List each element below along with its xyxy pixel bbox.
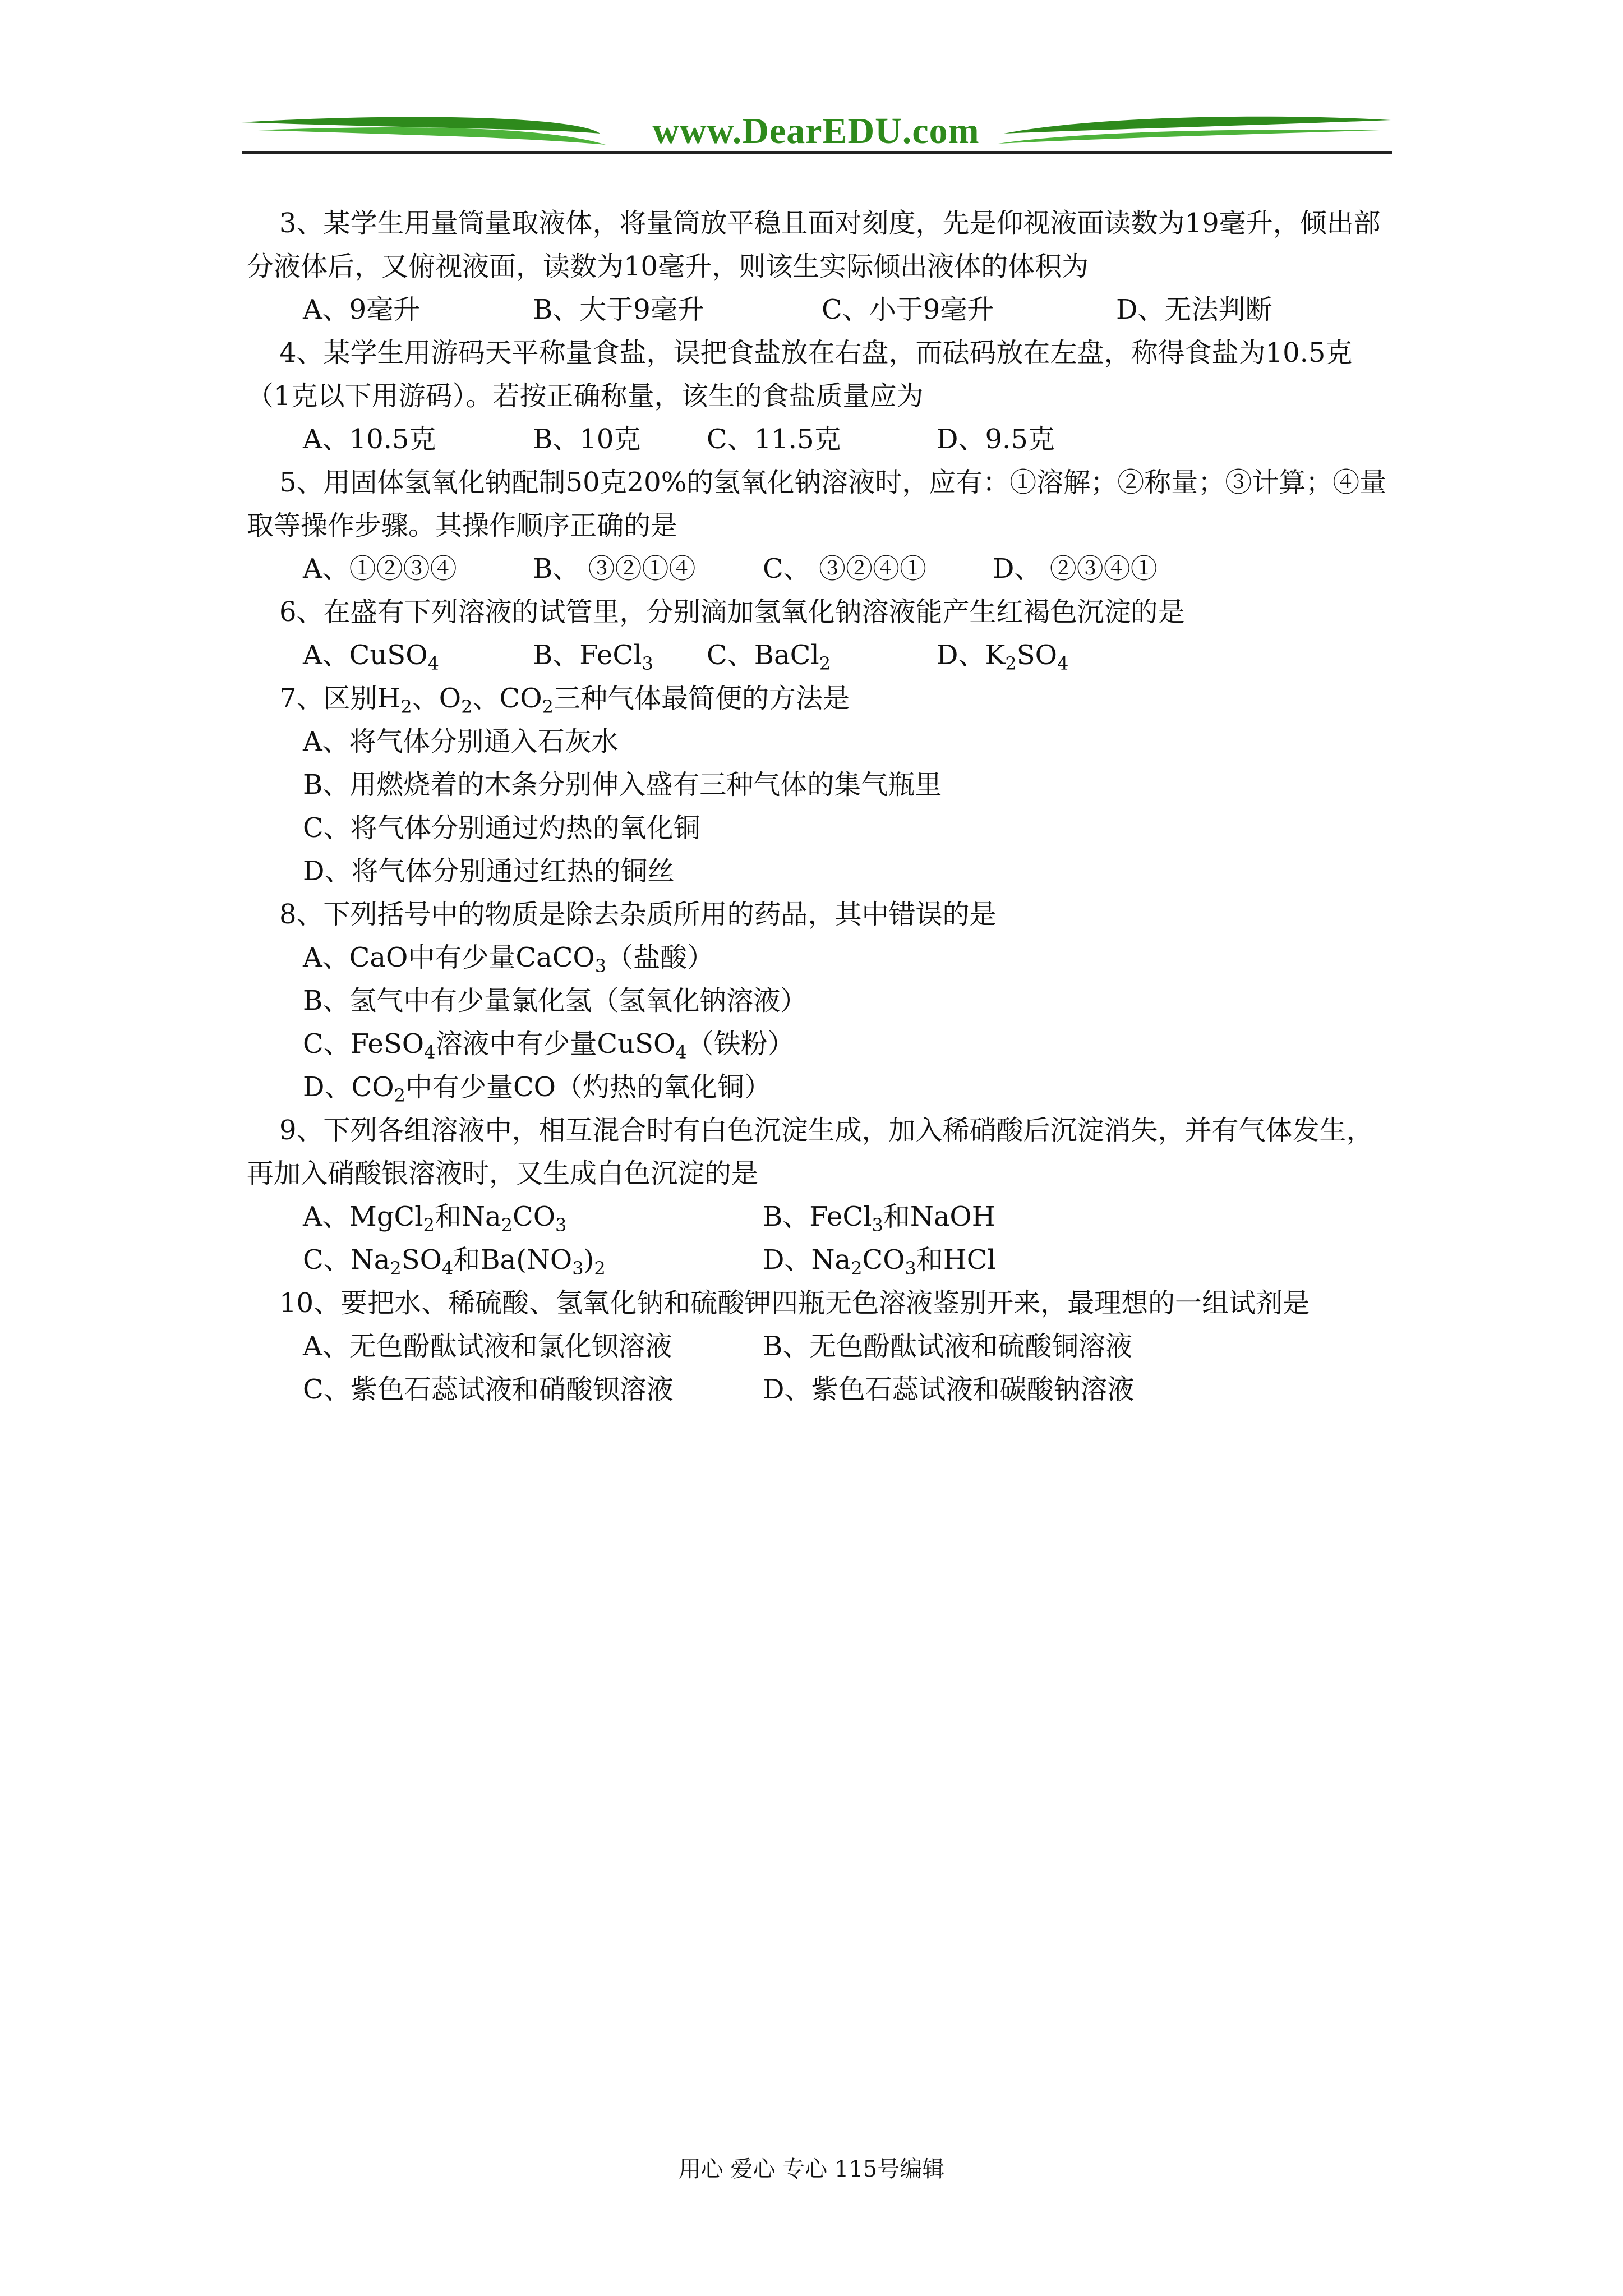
question-8 <box>247 893 1391 1109</box>
option-row <box>247 1239 1391 1282</box>
option-row <box>247 1195 1391 1239</box>
option-b: B、大于9毫升 <box>533 294 704 325</box>
option-d: D、9.5克 <box>937 424 1055 455</box>
question-6 <box>247 591 1391 677</box>
option-a: A、将气体分别通入石灰水 <box>303 726 619 757</box>
question-stem: 6、在盛有下列溶液的试管里，分别滴加氢氧化钠溶液能产生红褐色沉淀的是 <box>279 596 1185 628</box>
option-b: B、FeCl$_3$ <box>533 639 653 674</box>
question-9 <box>247 1109 1391 1282</box>
option-c: C、 ③②④① <box>763 553 926 585</box>
option-c: C、11.5克 <box>707 424 841 455</box>
question-stem: 7、区别$H_2$、$O_2$、$CO_2$三种气体最简便的方法是 <box>279 683 850 717</box>
question-stem: 5、用固体氢氧化钠配制50克20%的氢氧化钠溶液时，应有：①溶解；②称量；③计算；④量取等操作步骤。其操作顺序正确的是 <box>247 467 1387 541</box>
option-row <box>247 1368 1391 1411</box>
option-a: A、9毫升 <box>303 294 421 325</box>
site-logo-text[interactable]: www.DearEDU.com <box>652 111 980 151</box>
option-c: C、$Na_2SO_4$和$Ba(NO_3)_2$ <box>303 1244 606 1279</box>
question-7 <box>247 677 1391 893</box>
option-d: D、$K_2SO_4$ <box>937 639 1069 674</box>
option-row <box>247 418 1391 461</box>
option-b: B、无色酚酞试液和硫酸铜溶液 <box>763 1331 1133 1362</box>
option-a: A、无色酚酞试液和氯化钡溶液 <box>303 1331 672 1362</box>
question-4 <box>247 332 1391 461</box>
option-c: C、小于9毫升 <box>822 294 994 325</box>
question-stem: 10、要把水、稀硫酸、氢氧化钠和硫酸钾四瓶无色溶液鉴别开来，最理想的一组试剂是 <box>279 1287 1310 1319</box>
option-d: D、无法判断 <box>1116 294 1272 325</box>
option-d: D、$Na_2CO_3$和HCl <box>763 1244 996 1279</box>
option-d: D、紫色石蕊试液和碳酸钠溶液 <box>763 1374 1135 1405</box>
option-b: B、10克 <box>533 424 641 455</box>
option-b: B、FeCl$_3$和NaOH <box>763 1201 995 1236</box>
option-row <box>247 288 1391 332</box>
option-a: A、CaO中有少量CaCO$_3$（盐酸） <box>303 942 714 977</box>
question-stem: 4、某学生用游码天平称量食盐，误把食盐放在右盘，而砝码放在左盘，称得食盐为10.5克（1克以下用游码）。若按正确称量，该生的食盐质量应为 <box>247 337 1353 412</box>
header-rule <box>242 151 1392 154</box>
option-d: D、 ②③④① <box>993 553 1158 585</box>
question-5 <box>247 461 1391 591</box>
option-d: D、$CO_2$中有少量CO（灼热的氧化铜） <box>303 1071 772 1106</box>
option-d: D、将气体分别通过红热的铜丝 <box>303 855 675 887</box>
question-stem: 3、某学生用量筒量取液体，将量筒放平稳且面对刻度，先是仰视液面读数为19毫升，倾出部分液体后，又俯视液面，读数为10毫升，则该生实际倾出液体的体积为 <box>247 208 1381 282</box>
option-a: A、10.5克 <box>303 424 436 455</box>
option-row <box>247 634 1391 677</box>
question-stem: 9、下列各组溶液中，相互混合时有白色沉淀生成，加入稀硝酸后沉淀消失，并有气体发生，再加入硝酸银溶液时，又生成白色沉淀的是 <box>247 1115 1373 1189</box>
option-c: C、紫色石蕊试液和硝酸钡溶液 <box>303 1374 674 1405</box>
option-c: C、FeSO$_4$溶液中有少量CuSO$_4$（铁粉） <box>303 1028 795 1063</box>
option-b: B、用燃烧着的木条分别伸入盛有三种气体的集气瓶里 <box>303 769 942 800</box>
option-b: B、 ③②①④ <box>533 553 696 585</box>
question-10 <box>247 1282 1391 1411</box>
question-list <box>247 202 1391 1411</box>
question-stem: 8、下列括号中的物质是除去杂质所用的药品，其中错误的是 <box>279 899 997 930</box>
option-b: B、氢气中有少量氯化氢（氢氧化钠溶液） <box>303 985 808 1016</box>
option-a: A、CuSO$_4$ <box>303 639 439 674</box>
option-c: C、BaCl$_2$ <box>707 639 831 674</box>
option-row <box>247 1325 1391 1368</box>
header-logo <box>241 107 1391 157</box>
question-3 <box>247 202 1391 332</box>
option-a: A、①②③④ <box>303 553 457 585</box>
option-a: A、MgCl$_2$和$Na_2CO_3$ <box>303 1201 567 1236</box>
page-footer: 用心 爱心 专心 115号编辑 <box>678 2156 945 2182</box>
option-c: C、将气体分别通过灼热的氧化铜 <box>303 812 700 844</box>
option-row <box>247 547 1391 591</box>
